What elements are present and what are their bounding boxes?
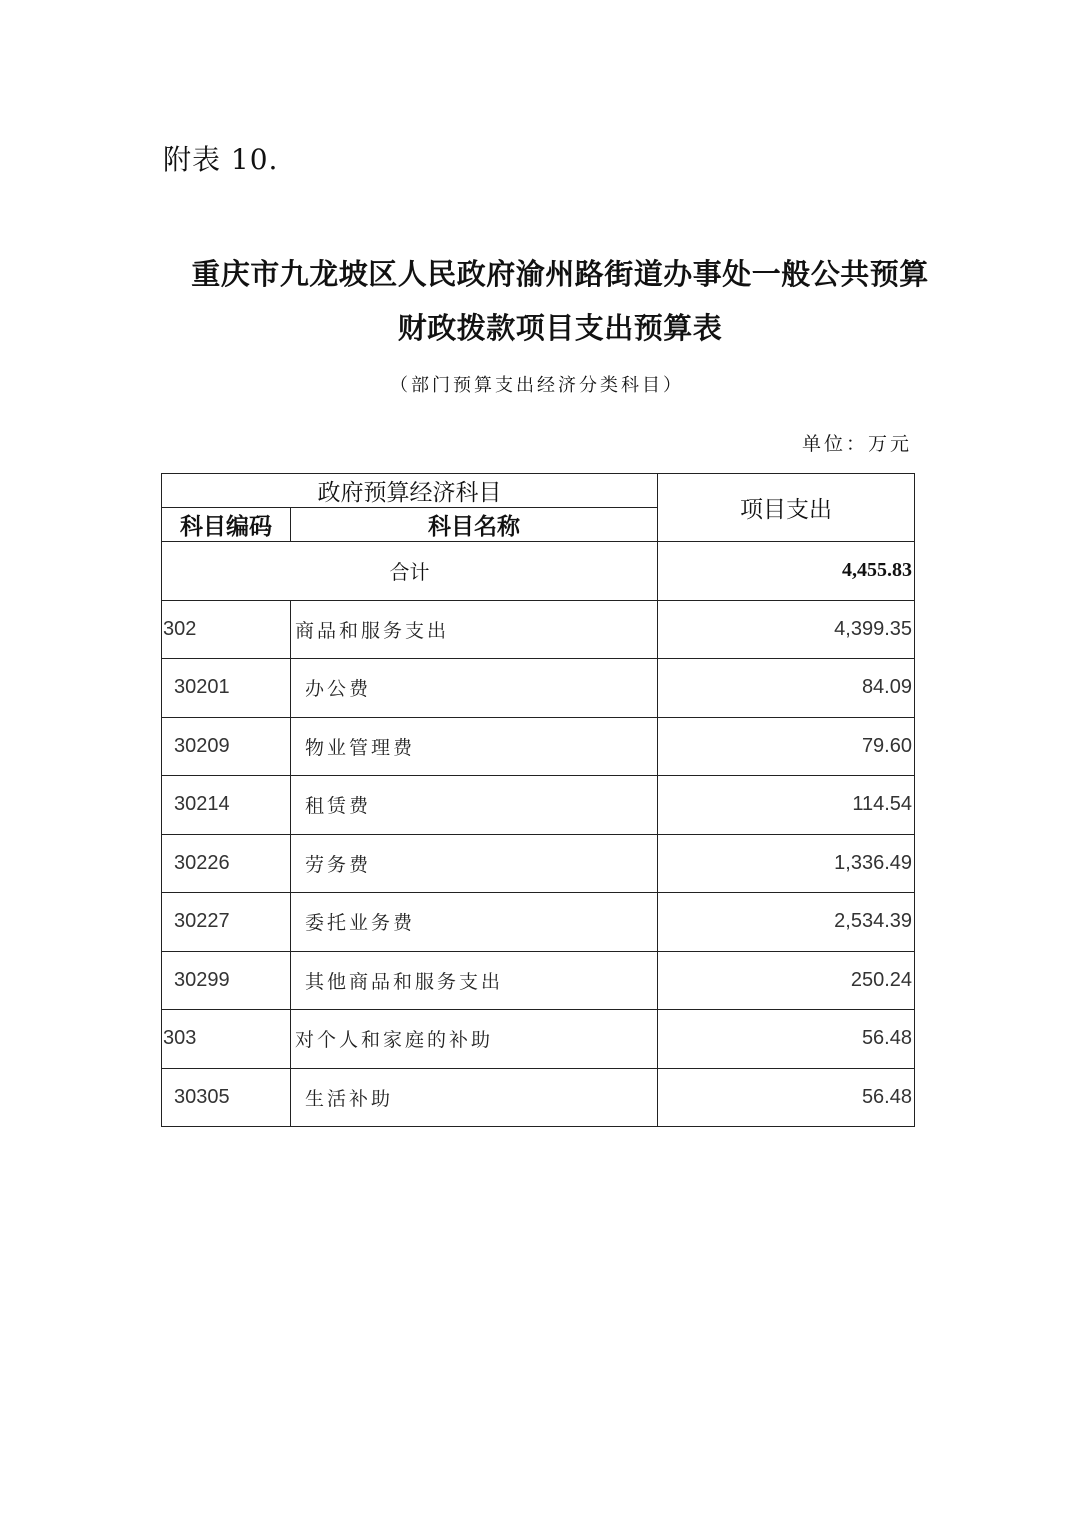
amount-cell: 84.09 (658, 659, 915, 718)
document-title-line-1: 重庆市九龙坡区人民政府渝州路街道办事处一般公共预算 (191, 257, 929, 291)
subject-code-cell: 302 (162, 600, 291, 659)
table-row (162, 951, 915, 1010)
subject-name-cell: 租赁费 (291, 776, 658, 835)
table-row (162, 717, 915, 776)
table-row (162, 834, 915, 893)
table-row (162, 776, 915, 835)
subject-code-cell: 30214 (162, 776, 291, 835)
budget-table (161, 473, 915, 1127)
amount-cell: 114.54 (658, 776, 915, 835)
subject-code-cell: 303 (162, 1010, 291, 1069)
amount-cell: 250.24 (658, 951, 915, 1010)
header-project-expenditure: 项目支出 (658, 474, 915, 542)
amount-cell: 4,399.35 (658, 600, 915, 659)
document-title-line-2: 财政拨款项目支出预算表 (397, 311, 723, 345)
subject-name-cell: 对个人和家庭的补助 (291, 1010, 658, 1069)
subject-name-cell: 物业管理费 (291, 717, 658, 776)
amount-cell: 79.60 (658, 717, 915, 776)
total-row (162, 542, 915, 601)
subject-code-cell: 30201 (162, 659, 291, 718)
subject-name-cell: 生活补助 (291, 1068, 658, 1127)
header-subject-code: 科目编码 (162, 508, 291, 542)
table-row (162, 600, 915, 659)
table-row (162, 659, 915, 718)
subject-name-cell: 劳务费 (291, 834, 658, 893)
header-economic-subject: 政府预算经济科目 (162, 474, 658, 508)
subject-code-cell: 30209 (162, 717, 291, 776)
appendix-label: 附表 10. (163, 143, 279, 176)
amount-cell: 56.48 (658, 1068, 915, 1127)
subject-name-cell: 商品和服务支出 (291, 600, 658, 659)
total-value: 4,455.83 (658, 542, 915, 601)
amount-cell: 56.48 (658, 1010, 915, 1069)
document-subtitle: （部门预算支出经济分类科目） (390, 375, 684, 396)
table-row (162, 1068, 915, 1127)
subject-code-cell: 30227 (162, 893, 291, 952)
subject-name-cell: 办公费 (291, 659, 658, 718)
table-row (162, 1010, 915, 1069)
subject-name-cell: 委托业务费 (291, 893, 658, 952)
amount-cell: 2,534.39 (658, 893, 915, 952)
header-subject-name: 科目名称 (291, 508, 658, 542)
total-label: 合计 (162, 542, 658, 601)
subject-code-cell: 30299 (162, 951, 291, 1010)
subject-code-cell: 30305 (162, 1068, 291, 1127)
table-row (162, 893, 915, 952)
unit-label: 单位：万元 (801, 433, 912, 455)
amount-cell: 1,336.49 (658, 834, 915, 893)
table-header-row-1 (162, 474, 915, 508)
subject-code-cell: 30226 (162, 834, 291, 893)
subject-name-cell: 其他商品和服务支出 (291, 951, 658, 1010)
